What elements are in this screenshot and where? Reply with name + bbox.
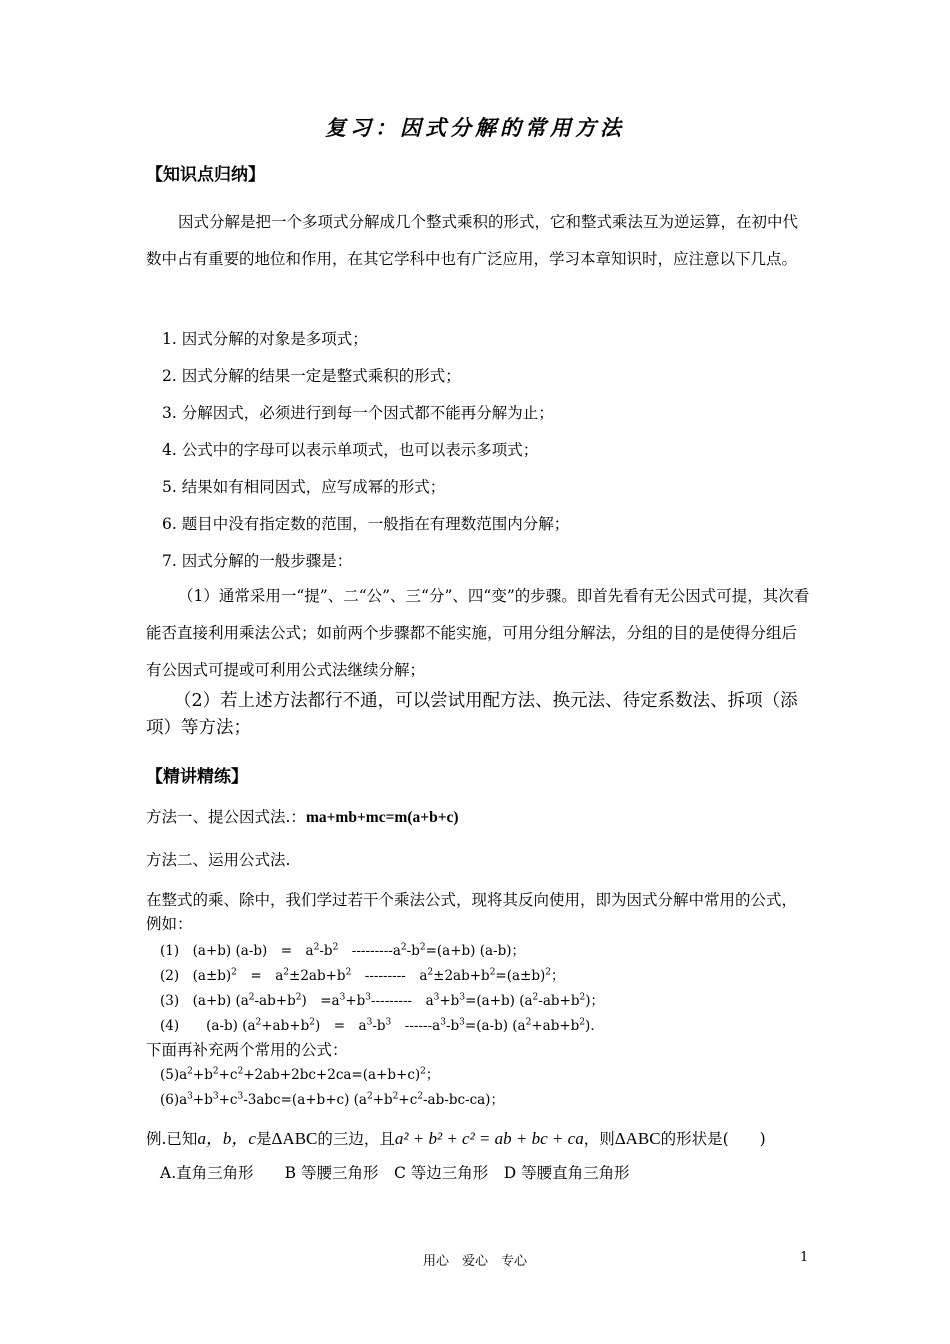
- method-two-label: 方法二、运用公式法.: [146, 851, 291, 869]
- page-title: 复习：因式分解的常用方法: [325, 115, 625, 140]
- list-item: 7. 因式分解的一般步骤是：: [162, 552, 353, 570]
- formula-2: (2) $(a\pm b)^2$ = $a^2\pm 2ab+b^2$ --------- $a^2\pm 2ab+b^2=(a\pm b)^2$；: [160, 967, 565, 984]
- footer-text: 用心 爱心 专心: [422, 1254, 527, 1269]
- list-item: 2. 因式分解的结果一定是整式乘积的形式；: [162, 367, 461, 385]
- example-question: [146, 1124, 766, 1149]
- example-options: A.直角三角形 B 等腰三角形 C 等边三角形 D 等腰直角三角形: [160, 1164, 630, 1182]
- example-end: 的形状是( ): [660, 1130, 766, 1148]
- formula-intro: 在整式的乘、除中，我们学过若干个乘法公式，现将其反向使用，即为因式分解中常用的公式，例如：: [146, 891, 798, 933]
- example-mid3: ，则: [583, 1130, 615, 1148]
- section-heading-practice: 【精讲精练】: [146, 767, 248, 787]
- supplement-text: 下面再补充两个常用的公式：: [146, 1041, 348, 1059]
- method-one-label: 方法一、提公因式法.：: [146, 808, 306, 826]
- page-number: 1: [800, 1250, 809, 1265]
- step-one-paragraph: （1）通常采用一“提”、二“公”、三“分”、四“变”的步骤。即首先看有无公因式可提，其次看能否直接利用乘法公式；如前两个步骤都不能实施，可用分组分解法，分组的目的是使得分组后有公因式可提或可利用公式法继续分解；: [146, 587, 810, 679]
- method-one-formula: ma+mb+mc=m(a+b+c): [305, 809, 459, 826]
- formula-3: (3) (a+b) $(a^2-ab+b^2)$ $=a^3+b^3---------$ $a^3+b^3=(a+b)$ $(a^2-ab+b^2)$；: [160, 992, 605, 1009]
- section-heading-knowledge: 【知识点归纳】: [146, 165, 265, 185]
- list-item: 4. 公式中的字母可以表示单项式，也可以表示多项式；: [162, 441, 539, 459]
- list-item: 5. 结果如有相同因式，应写成幂的形式；: [162, 478, 446, 496]
- example-mid2: 的三边，且: [317, 1130, 395, 1148]
- list-item: 1. 因式分解的对象是多项式；: [162, 330, 368, 348]
- triangle-symbol: ΔABC: [614, 1129, 661, 1148]
- list-item: 3. 分解因式，必须进行到每一个因式都不能再分解为止；: [162, 404, 554, 422]
- formula-5: $(5)a^2+b^2+c^2+2ab+2bc+2ca=(a+b+c)^2$；: [160, 1066, 440, 1083]
- example-prefix: 例.已知: [146, 1130, 198, 1148]
- example-vars: a，b，c: [197, 1129, 256, 1148]
- formula-6: $(6)a^3+b^3+c^3-3abc=(a+b+c)$ $(a^2+b^2+c^2-ab-bc-ca)$；: [160, 1091, 504, 1108]
- method-one: [146, 805, 459, 827]
- example-mid: 是: [255, 1130, 272, 1148]
- list-item: 6. 题目中没有指定数的范围，一般指在有理数范围内分解；: [162, 515, 570, 533]
- triangle-symbol: ΔABC: [271, 1129, 318, 1148]
- intro-paragraph: 因式分解是把一个多项式分解成几个整式乘积的形式，它和整式乘法互为逆运算，在初中代数中占有重要的地位和作用，在其它学科中也有广泛应用，学习本章知识时，应注意以下几点。: [146, 213, 799, 268]
- formula-4: (4) (a-b) $(a^2+ab+b^2)$ = $a^3-b^3$ $------a^3-b^3=(a-b)$ $(a^2+ab+b^2)$．: [160, 1017, 604, 1034]
- formula-1: (1) (a+b) (a-b) = $a^2-b^2$ $---------a^2-b^2=(a+b)$ (a-b)；: [160, 942, 526, 959]
- example-equation: a² + b² + c² = ab + bc + ca: [394, 1129, 584, 1148]
- step-two-paragraph: （2）若上述方法都行不通，可以尝试用配方法、换元法、待定系数法、拆项（添项）等方法；: [146, 691, 798, 738]
